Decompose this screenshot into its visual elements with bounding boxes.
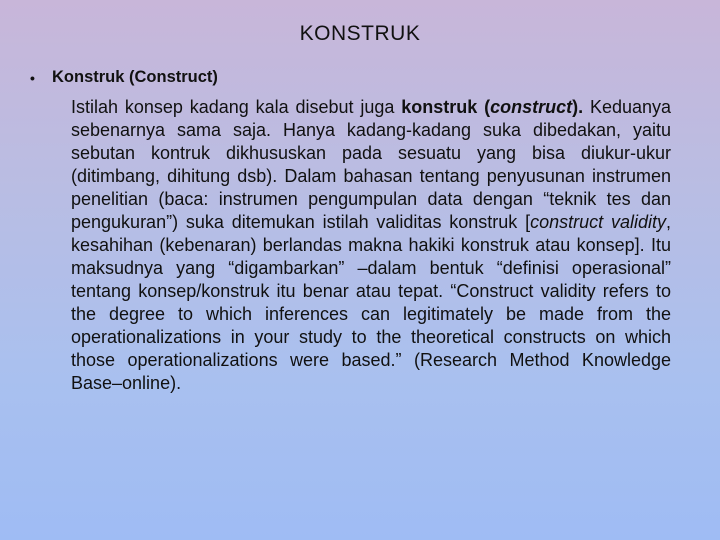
body-seg-1: Istilah konsep kadang kala disebut juga xyxy=(71,97,402,117)
bullet-heading-row xyxy=(30,68,218,87)
bullet-icon: • xyxy=(30,69,35,86)
body-seg-3: construct xyxy=(490,97,573,117)
body-seg-2: konstruk ( xyxy=(401,97,491,117)
body-seg-5: Keduanya sebenarnya sama saja. Hanya kadang-kadang suka dibedakan, yaitu sebutan kontruk dikhususkan pada sesuatu yang bisa diukur-ukur (ditimbang, dihitung dsb). Dalam bahasan tentang penyusunan instrumen penelitian (baca: instrumen pengumpulan data dengan “teknik tes dan pengukuran”) suka ditemukan istilah validitas konstruk [ xyxy=(71,97,672,232)
body-text xyxy=(71,96,671,395)
slide-title: KONSTRUK xyxy=(299,22,421,45)
body-seg-6: construct validity xyxy=(530,212,666,232)
body-paragraph xyxy=(71,96,671,395)
body-seg-4: ). xyxy=(572,97,584,117)
bullet-heading: Konstruk (Construct) xyxy=(52,68,218,86)
body-seg-7: , kesahihan (kebenaran) berlandas makna hakiki konstruk atau konsep]. Itu maksudnya yang “digambarkan” –dalam bentuk “definisi operasional” tentang konsep/konstruk itu benar atau tepat. “Construct validity refers to the degree to which inferences can legitimately be made from the operationalizations in your study to the theoretical constructs on which those operationalizations were based.” (Research Method Knowledge Base–online). xyxy=(71,212,671,393)
